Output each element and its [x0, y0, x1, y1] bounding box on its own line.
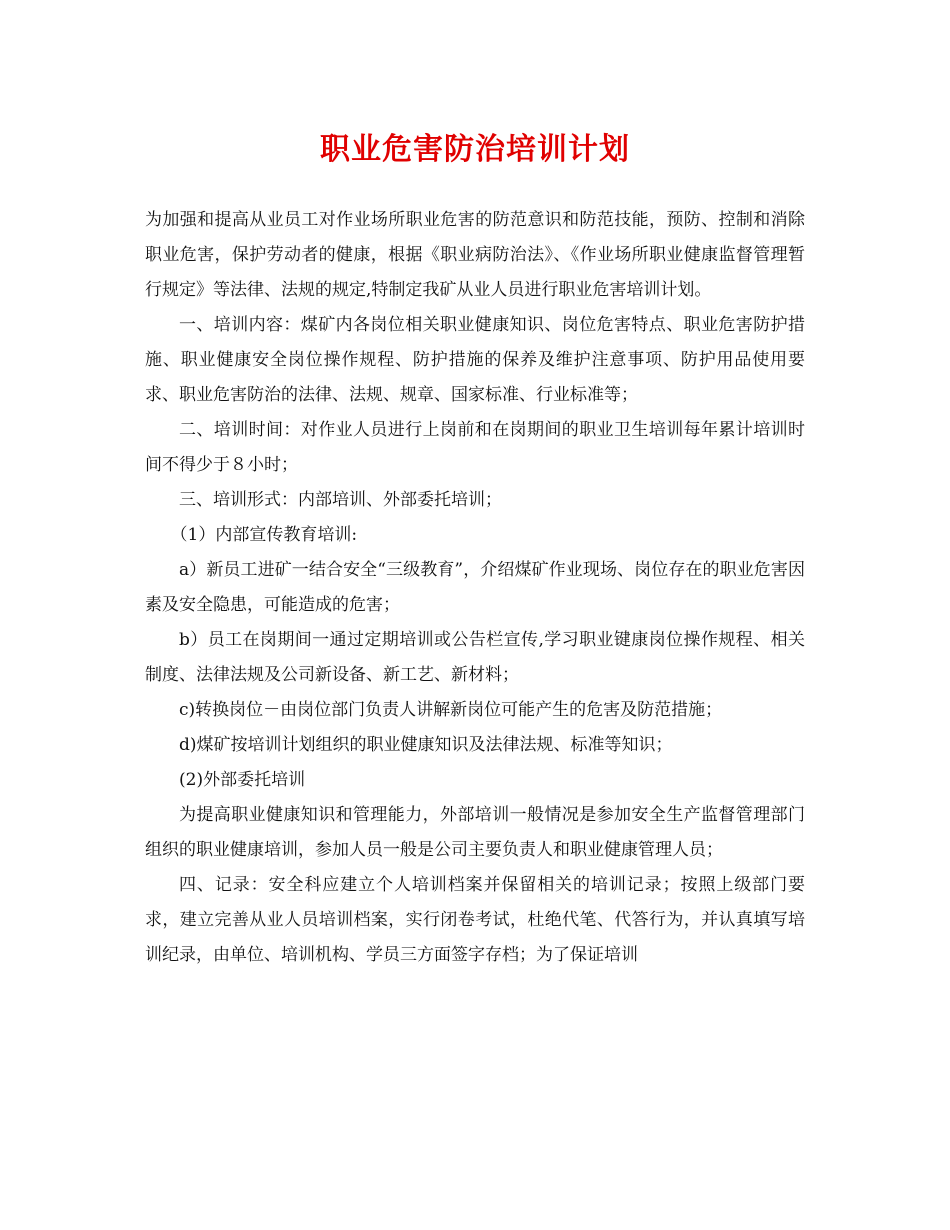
paragraph-intro: 为加强和提高从业员工对作业场所职业危害的防范意识和防范技能，预防、控制和消除职业危害，保护劳动者的健康，根据《职业病防治法》、《作业场所职业健康监督管理暂行规定》等法律、法规的规定,特制定我矿从业人员进行职业危害培训计划。	[145, 210, 805, 300]
paragraph-training-form: 三、培训形式：内部培训、外部委托培训；	[179, 490, 502, 510]
paragraph-training-time: 二、培训时间：对作业人员进行上岗前和在岗期间的职业卫生培训每年累计培训时间不得少于８小时；	[145, 420, 805, 475]
paragraph-item-a: a）新员工进矿一结合安全“三级教育”，介绍煤矿作业现场、岗位存在的职业危害因素及安全隐患，可能造成的危害；	[145, 560, 805, 615]
paragraph-internal-training: （1）内部宣传教育培训:	[170, 525, 358, 545]
paragraph-external-training: (2)外部委托培训	[179, 770, 306, 790]
paragraph-item-c: c)转换岗位－由岗位部门负责人讲解新岗位可能产生的危害及防范措施；	[179, 700, 723, 720]
paragraph-records: 四、记录：安全科应建立个人培训档案并保留相关的培训记录；按照上级部门要求，建立完善从业人员培训档案，实行闭卷考试，杜绝代笔、代答行为，并认真填写培训纪录，由单位、培训机构、学员三方面签字存档；为了保证培训	[145, 875, 805, 965]
paragraph-training-content: 一、培训内容：煤矿内各岗位相关职业健康知识、岗位危害特点、职业危害防护措施、职业健康安全岗位操作规程、防护措施的保养及维护注意事项、防护用品使用要求、职业危害防治的法律、法规、规章、国家标准、行业标准等；	[145, 315, 805, 405]
paragraph-external-detail: 为提高职业健康知识和管理能力，外部培训一般情况是参加安全生产监督管理部门组织的职业健康培训，参加人员一般是公司主要负责人和职业健康管理人员；	[145, 805, 805, 860]
document-body	[145, 203, 805, 973]
paragraph-item-d: d)煤矿按培训计划组织的职业健康知识及法律法规、标准等知识；	[179, 735, 673, 755]
paragraph-item-b: b）员工在岗期间一通过定期培训或公告栏宣传,学习职业键康岗位操作规程、相关制度、法律法规及公司新设备、新工艺、新材料；	[145, 630, 805, 685]
document-title: 职业危害防治培训计划	[320, 132, 630, 167]
